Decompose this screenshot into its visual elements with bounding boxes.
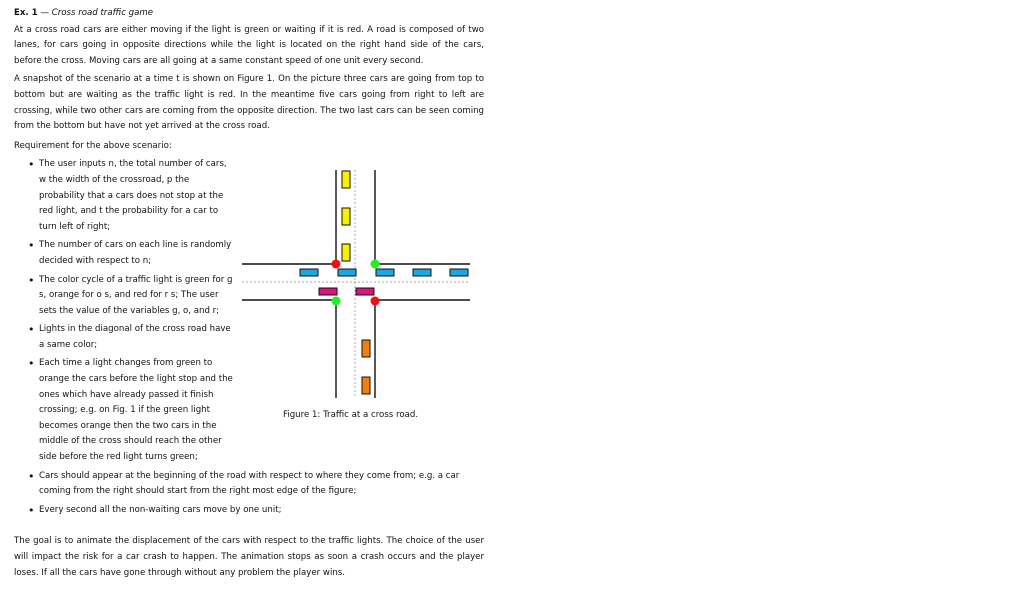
yellow-car	[342, 171, 350, 188]
intro-paragraph-2: A snapshot of the scenario at a time t is shown on Figure 1. On the picture three cars are going from top to bottom but are waiting as the traffic light is red. In the meantime five cars going from right to left are crossing, while two other cars are coming from the opposite direction. The two last cars can be seen coming from the bottom but have not yet arrived at the cross road.	[14, 74, 484, 132]
intro-paragraph-1: At a cross road cars are either moving if the light is green or waiting if it is red. A road is composed of two lanes, for cars going in opposite directions while the light is located on the right hand side of the cars, before the cross. Moving cars are all going at a same constant speed of one unit every second.	[14, 24, 484, 66]
green-traffic-light	[332, 297, 341, 306]
requirements-heading: Requirement for the above scenario:	[14, 140, 172, 151]
exercise-dash: —	[40, 8, 49, 18]
magenta-car	[356, 288, 374, 295]
orange-car	[362, 340, 370, 357]
blue-car	[376, 269, 394, 276]
red-traffic-light	[332, 260, 341, 269]
red-traffic-light	[371, 297, 380, 306]
magenta-car	[319, 288, 337, 295]
requirement-item: • Lights in the diagonal of the cross road have a same color;	[14, 322, 234, 353]
blue-car	[450, 269, 468, 276]
green-traffic-light	[371, 260, 380, 269]
crossroad-figure	[240, 160, 480, 430]
blue-car	[413, 269, 431, 276]
exercise-label: Ex. 1	[14, 8, 38, 18]
requirement-item: • The user inputs n, the total number of cars, w the width of the crossroad, p the probability that a cars does not stop at the red light, and t the probability for a car to turn left of right;	[14, 157, 234, 235]
yellow-car	[342, 208, 350, 225]
blue-car	[338, 269, 356, 276]
requirement-item: • Cars should appear at the beginning of the road with respect to where they come from; e.g. a car coming from the right should start from the right most edge of the figure;	[14, 469, 484, 500]
requirement-item: • Each time a light changes from green to orange the cars before the light stop and the ones which have already passed it finish crossing; e.g. on Fig. 1 if the green light becomes orange then the two cars in the middle of the cross should reach the other side before the red light turns green;	[14, 356, 234, 465]
requirement-item: • Every second all the non-waiting cars move by one unit;	[14, 503, 484, 519]
crossroad-diagram	[240, 160, 480, 400]
yellow-car	[342, 244, 350, 261]
blue-car	[300, 269, 318, 276]
figure-caption: Figure 1: Traffic at a cross road.	[283, 410, 419, 420]
exercise-name: Cross road traffic game	[51, 8, 154, 18]
orange-car	[362, 377, 370, 394]
goal-paragraph: The goal is to animate the displacement of the cars with respect to the traffic lights. The choice of the user will impact the risk for a car crash to happen. The animation stops as soon a crash occurs and the player loses. If all the cars have gone through without any problem the player wins.	[14, 536, 484, 578]
exercise-title	[14, 6, 484, 22]
requirement-item: • The color cycle of a traffic light is green for g s, orange for o s, and red for r s; The user sets the value of the variables g, o, and r;	[14, 273, 234, 320]
requirement-item: • The number of cars on each line is randomly decided with respect to n;	[14, 238, 234, 269]
